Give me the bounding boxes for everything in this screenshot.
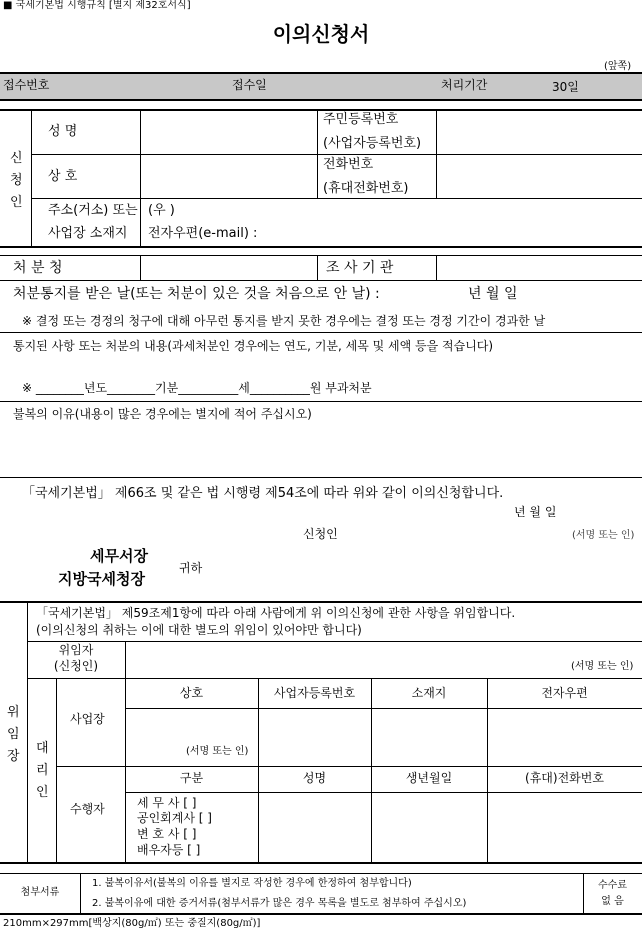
appeal-reason-label: 불복의 이유(내용이 많은 경우에는 별지에 적어 주십시오) [13, 407, 312, 421]
delegation-note: (이의신청의 취하는 이에 대한 별도의 위임이 있어야만 합니다) [36, 623, 362, 637]
mobile-label: (휴대전화번호) [323, 181, 409, 196]
delegator-signature-hint: (서명 또는 인) [571, 661, 634, 672]
investigator-label: 조 사 기 관 [326, 260, 394, 276]
page-side-label: (앞쪽) [604, 61, 632, 72]
processing-period-label: 처리기간 [441, 78, 488, 92]
processing-period-value: 30일 [552, 80, 579, 94]
delegator-sub-label: (신청인) [53, 659, 99, 673]
col-location: 소재지 [411, 686, 447, 700]
resident-number-label: 주민등록번호 [323, 112, 399, 127]
paper-spec: 210mm×297mm[백상지(80g/㎡) 또는 중질지(80g/㎡)] [3, 918, 261, 929]
type-option-spouse[interactable]: 배우자등 [ ] [137, 843, 201, 857]
col-trade-name: 상호 [179, 686, 204, 700]
type-option-tax-accountant[interactable]: 세 무 사 [ ] [137, 796, 197, 810]
attachment-item-1: 1. 불복이유서(불복의 이유를 별지로 작성한 경우에 한정하여 첨부합니다) [92, 878, 412, 889]
notified-date-label: 처분통지를 받은 날(또는 처분이 있은 것을 처음으로 안 날) : [13, 286, 380, 302]
applicant-signature-hint: (서명 또는 인) [572, 530, 635, 541]
type-option-cpa[interactable]: 공인회계사 [ ] [137, 811, 212, 825]
applicant-signature-label: 신청인 [303, 527, 338, 541]
honorific: 귀하 [179, 561, 203, 575]
fee-value: 없 음 [601, 896, 624, 907]
fee-label: 수수료 [598, 880, 627, 891]
recipient-regional-office: 지방국세청장 [58, 570, 145, 588]
delegation-section-label: 위 임 장 [7, 705, 20, 764]
recipient-tax-office: 세무서장 [90, 547, 148, 565]
business-signature-hint: (서명 또는 인) [186, 746, 249, 757]
address-label-2: 사업장 소재지 [48, 226, 128, 241]
col-phone: (휴대)전화번호 [525, 771, 604, 785]
receipt-bar [0, 73, 642, 99]
disposition-agency-label: 처 분 청 [13, 260, 63, 276]
attachments-label: 첨부서류 [20, 887, 60, 898]
type-option-lawyer[interactable]: 변 호 사 [ ] [137, 827, 197, 841]
page-title: 이의신청서 [272, 22, 370, 46]
col-type: 구분 [179, 771, 204, 785]
disposition-content-label: 통지된 사항 또는 처분의 내용(과세처분인 경우에는 연도, 기분, 세목 및 세액 등을 적습니다) [13, 339, 494, 353]
col-email: 전자우편 [541, 686, 588, 700]
receipt-number-label: 접수번호 [3, 78, 50, 92]
email-field[interactable]: 전자우편(e-mail) : [148, 226, 258, 241]
receipt-date-label: 접수일 [232, 78, 267, 92]
col-business-number: 사업자등록번호 [273, 686, 356, 700]
delegation-statement: 「국세기본법」 제59조제1항에 따라 아래 사람에게 위 이의신청에 관한 사항을 위임합니다. [36, 606, 516, 620]
name-label: 성 명 [48, 124, 78, 139]
col-birth-date: 생년월일 [405, 771, 453, 785]
applicant-section-label: 신 청 인 [10, 151, 23, 210]
agent-section-label: 대 리 인 [36, 741, 49, 800]
delegator-label: 위임자 [58, 643, 94, 657]
business-label: 사업장 [70, 712, 105, 726]
form-reference: ■ 국세기본법 시행규칙 [별지 제32호서식] [3, 0, 191, 11]
col-name: 성명 [302, 771, 327, 785]
tax-assessment-line: ※ ________년도________기분__________세__________원 부과처분 [22, 381, 372, 395]
attachment-item-2: 2. 불복이유에 대한 증거서류(첨부서류가 많은 경우 목록을 별도로 첨부하여 주십시오) [92, 898, 467, 909]
address-label-1: 주소(거소) 또는 [48, 203, 138, 218]
phone-label: 전화번호 [323, 157, 374, 172]
executor-label: 수행자 [70, 802, 105, 816]
business-number-label: (사업자등록번호) [323, 136, 422, 151]
declaration-statement: 「국세기본법」 제66조 및 같은 법 시행령 제54조에 따라 위와 같이 이의신청합니다. [22, 486, 504, 501]
postal-code-field[interactable]: (우 ) [148, 203, 175, 218]
notified-date-ymd: 년 월 일 [468, 286, 518, 302]
trade-name-label: 상 호 [48, 169, 78, 184]
notice-note: ※ 결정 또는 경정의 청구에 대해 아무런 통지를 받지 못한 경우에는 결정 또는 경정 기간이 경과한 날 [22, 314, 546, 328]
declaration-date: 년 월 일 [514, 505, 557, 519]
